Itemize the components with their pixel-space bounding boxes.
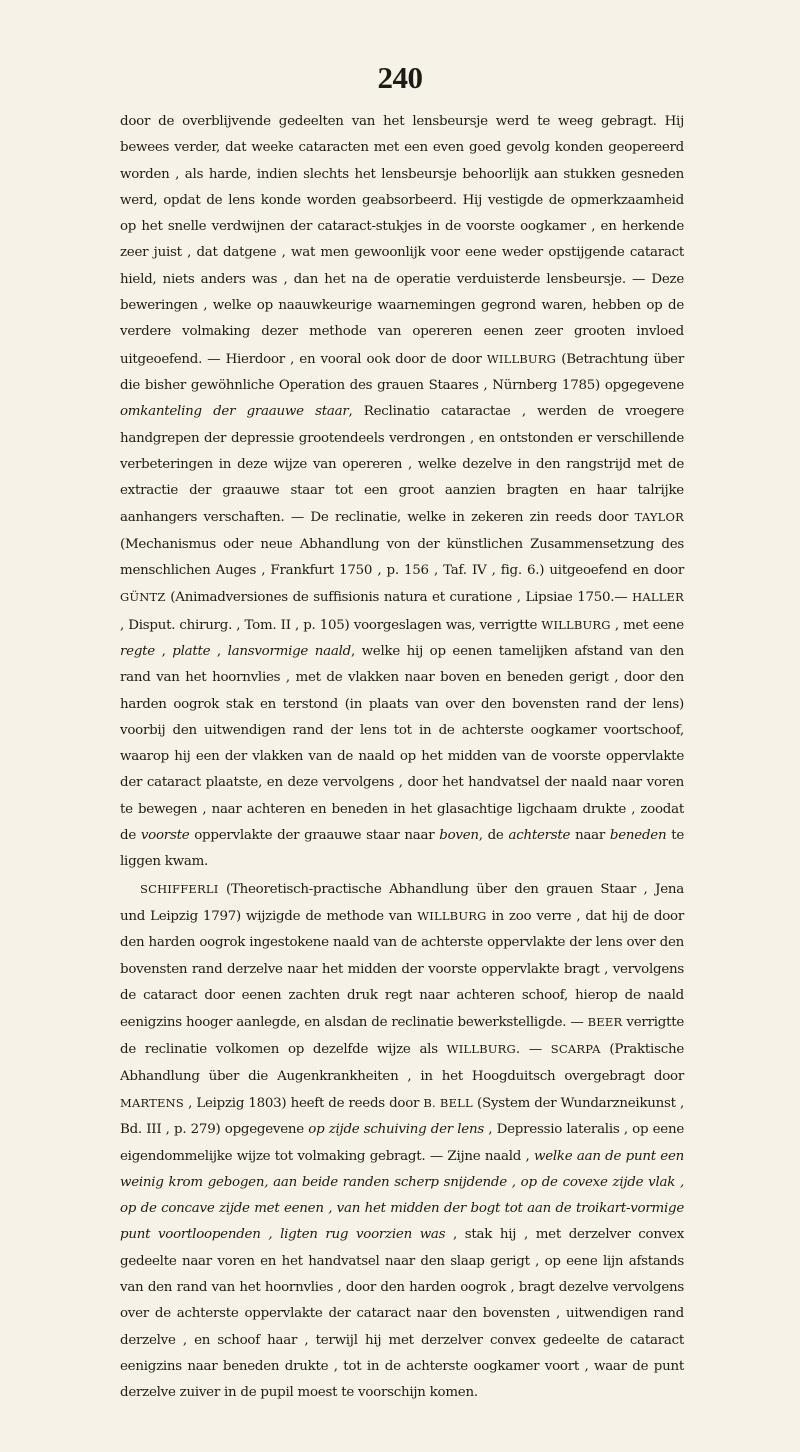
- text-run: (Theoretisch-practische Abhandlung über den grauen Staar , Jena und Leipzig 1797) wijzigde de methode van: [120, 881, 684, 924]
- italic-text: lansvormige naald: [227, 643, 351, 659]
- author-name: TAYLOR: [634, 510, 684, 525]
- italic-text: op zijde schuiving der lens: [308, 1122, 484, 1138]
- body-text: [120, 109, 684, 1407]
- text-run: , Disput. chirurg. , Tom. II , p. 105) voorgeslagen was, verrigtte: [120, 617, 542, 633]
- author-name: SCHIFFERLI: [140, 881, 219, 896]
- text-run: (Animadversiones de suffisionis natura et curatione , Lipsiae 1750.—: [165, 590, 633, 606]
- text-run: naar: [570, 828, 610, 844]
- author-name: BEER: [587, 1015, 623, 1030]
- author-name: WILLBURG: [541, 617, 611, 632]
- italic-text: beneden: [609, 828, 667, 844]
- text-run: (Betrachtung über die bisher gewöhnliche Operation des grauen Staares , Nürnberg 1785) opgegevene: [120, 351, 685, 393]
- text-run: ,: [210, 643, 228, 659]
- italic-text: welke aan de punt een weinig krom gebogen, aan beide randen scherp snijdende , op de covexe zijde vlak , op de concave zijde met eenen , van het midden der bogt tot aan de troikart-vormige punt voortloopenden , ligten rug voorzien was: [120, 1148, 684, 1243]
- text-run: , Leipzig 1803) heeft de reeds door: [183, 1095, 424, 1111]
- author-name: HALLER: [632, 590, 684, 605]
- text-run: te liggen kwam.: [120, 828, 684, 870]
- text-run: . —: [515, 1042, 551, 1058]
- author-name: WILLBURG: [417, 908, 487, 923]
- text-run: verrigtte de reclinatie volkomen op dezelfde wijze als: [120, 1015, 685, 1058]
- paragraph: [120, 876, 684, 1407]
- text-run: , de: [478, 828, 509, 844]
- author-name: SCARPA: [550, 1042, 601, 1057]
- text-run: door de overblijvende gedeelten van het lensbeursje werd te weeg gebragt. Hij bewees verder, dat weeke cataracten met een even goed gevolg konden geopereerd worden , als harde, indien slechts het lensbeursje behoorlijk aan stukken gesneden werd, opdat de lens konde worden geabsorbeerd. Hij vestigde de opmerkzaamheid op het snelle verdwijnen der cataract-stukjes in de voorste oogkamer , en herkende zeer juist , dat datgene , wat men gewoonlijk voor eene weder opstijgende cataract hield, niets anders was , dan het na de operatie verduisterde lensbeursje. — Deze beweringen , welke op naauwkeurige waarnemingen gegrond waren, hebben op de verdere volmaking dezer methode van opereren eenen zeer grooten invloed uitgeoefend. — Hierdoor , en vooral ook door de door: [120, 114, 684, 367]
- text-run: in zoo verre , dat hij de door den harden oogrok ingestokene naald van de achterste oppervlakte der lens over den bovensten rand derzelve naar het midden der voorste oppervlakte bragt , vervolgens de cataract door eenen zachten druk regt naar achteren schoof, hierop de naald eenigzins hooger aanlegde, en alsdan de reclinatie bewerkstelligde. —: [120, 908, 685, 1031]
- text-run: , Reclinatio cataractae , werden de vroegere handgrepen der depressie grootendeels verdrongen , en ontstonden er verschillende verbeteringen in deze wijze van opereren , welke dezelve in den rangstrijd met de extractie der graauwe staar tot een groot aanzien bragten en haar talrijke aanhangers verschaften. — De reclinatie, welke in zekeren zin reeds door: [120, 404, 684, 526]
- italic-text: platte: [172, 643, 211, 659]
- italic-text: achterste: [508, 828, 571, 844]
- italic-text: boven: [439, 828, 479, 844]
- text-run: , stak hij , met derzelver convex gedeelte naar voren en het handvatsel naar den slaap gerigt , op eene lijn afstands van den rand van het hoornvlies , door den harden oogrok , bragt dezelve vervolgens over de achterste oppervlakte der cataract naar den bovensten , uitwendigen rand derzelve , en schoof haar , terwijl hij met derzelver convex gedeelte de cataract eenigzins naar beneden drukte , tot in de achterste oogkamer voort , waar de punt derzelve zuiver in de pupil moest te voorschijn komen.: [120, 1227, 685, 1401]
- text-run: (Mechanismus oder neue Abhandlung von der künstlichen Zusammensetzung des menschlichen Auges , Frankfurt 1750 , p. 156 , Taf. IV , fig. 6.) uitgeoefend en door: [120, 536, 684, 579]
- text-run: oppervlakte der graauwe staar naar: [189, 828, 440, 844]
- italic-text: omkanteling der graauwe staar: [120, 404, 349, 420]
- text-run: , welke hij op eenen tamelijken afstand van den rand van het hoornvlies , met de vlakken naar boven en beneden gerigt , door den harden oogrok stak en terstond (in plaats van over den bovensten rand der lens) voorbij den uitwendigen rand der lens tot in de achterste oogkamer voortschoof, waarop hij een der vlakken van de naald op het midden van de voorste oppervlakte der cataract plaatste, en deze vervolgens , door het handvatsel der naald naar voren te bewegen , naar achteren en beneden in het glasachtige ligchaam drukte , zoodat de: [120, 643, 685, 844]
- text-run: (System der Wundarzneikunst , Bd. III , p. 279) opgegevene: [120, 1095, 685, 1138]
- author-name: WILLBURG: [486, 351, 557, 366]
- text-run: , Depressio lateralis , op eene eigendommelijke wijze tot volmaking gebragt. — Zijne naald ,: [120, 1122, 685, 1164]
- text-run: , met eene: [610, 617, 684, 633]
- author-name: B. BELL: [423, 1095, 473, 1110]
- italic-text: voorste: [140, 828, 190, 844]
- page-number: 240: [377, 60, 423, 95]
- author-name: GÜNTZ: [120, 590, 166, 605]
- text-run: (Praktische Abhandlung über die Augenkrankheiten , in het Hoogduitsch overgebragt door: [120, 1042, 684, 1084]
- author-name: WILLBURG: [446, 1042, 516, 1057]
- text-run: ,: [154, 643, 173, 659]
- italic-text: regte: [120, 643, 155, 659]
- author-name: MARTENS: [120, 1095, 184, 1110]
- paragraph: [120, 109, 684, 876]
